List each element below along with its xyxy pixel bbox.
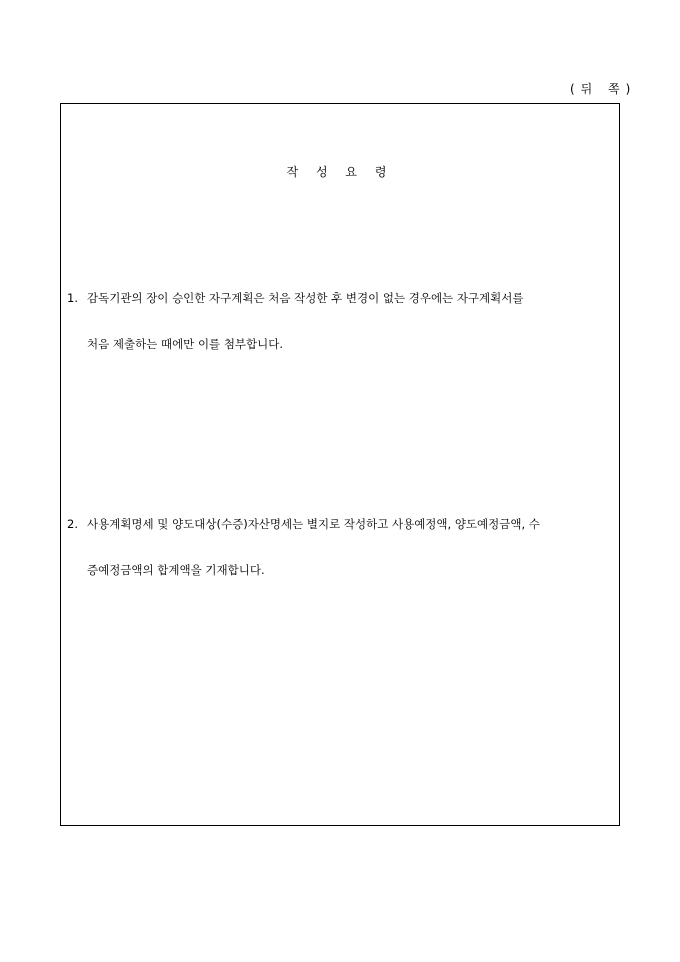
instruction-item-2-line-1 [67,516,617,562]
instruction-item-2-text-2: 증예정금액의 합계액을 기재합니다. [87,563,265,577]
instruction-item-2 [67,516,617,608]
page-side-label: (뒤 쪽) [570,82,637,96]
instruction-item-1-text-1: 감독기관의 장이 승인한 자구계획은 처음 작성한 후 변경이 없는 경우에는 자구계획서를 [87,291,524,305]
form-title: 작 성 요 령 [286,165,394,179]
instruction-item-1-line-1 [67,290,617,336]
instruction-item-2-number: 2. [67,517,78,531]
instruction-item-2-text-1: 사용계획명세 및 양도대상(수증)자산명세는 별지로 작성하고 사용예정액, 양도예정금액, 수 [87,517,540,531]
form-box [60,103,620,826]
instruction-item-1-text-2: 처음 제출하는 때에만 이를 첨부합니다. [87,337,284,351]
instruction-item-1-number: 1. [67,291,78,305]
instruction-item-1 [67,290,617,382]
